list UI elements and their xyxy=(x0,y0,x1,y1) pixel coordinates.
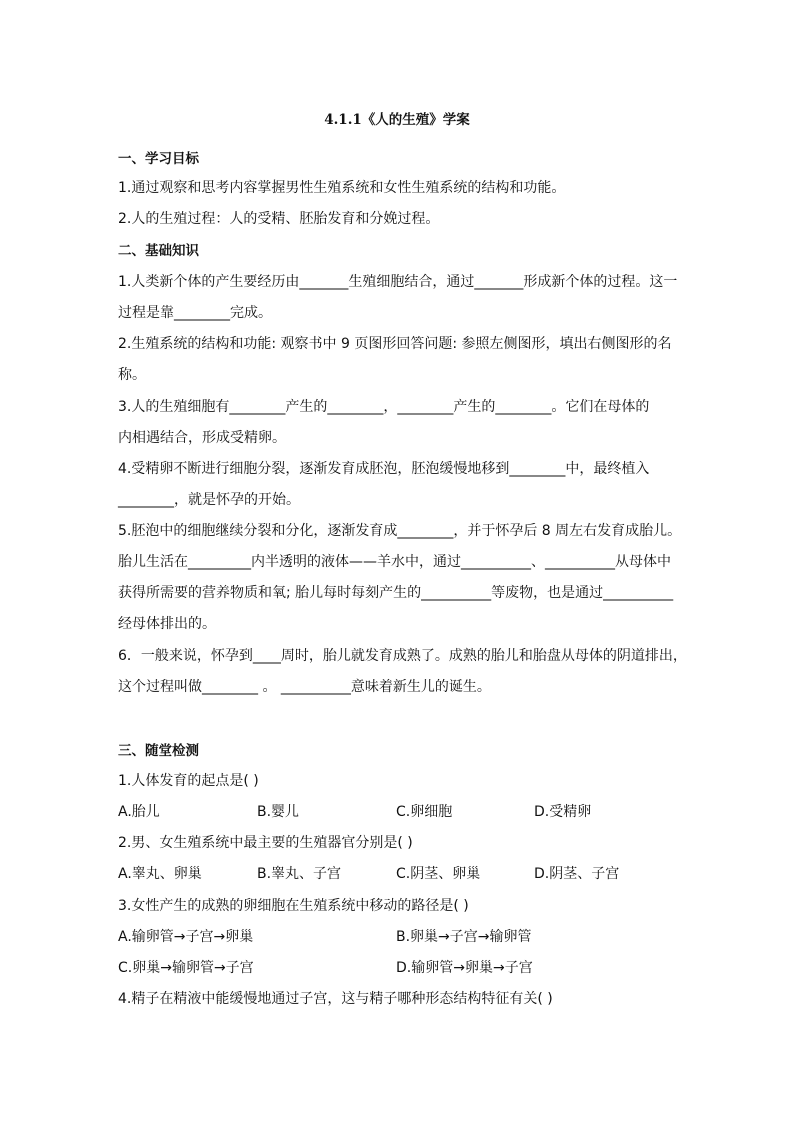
question-3-option-a[interactable]: A.输卵管→子宫→卵巢 xyxy=(118,929,254,945)
knowledge-line-7: 4.受精卵不断进行细胞分裂，逐渐发育成胚泡，胚泡缓慢地移到________中，最终植入 xyxy=(118,461,650,477)
question-1-option-c[interactable]: C.卵细胞 xyxy=(396,804,453,820)
question-2-option-a[interactable]: A.睾丸、卵巢 xyxy=(118,866,202,882)
knowledge-line-12: 经母体排出的。 xyxy=(118,616,216,632)
question-2-stem: 2.男、女生殖系统中最主要的生殖器官分别是( ) xyxy=(118,835,413,851)
knowledge-line-1: 1.人类新个体的产生要经历由_______生殖细胞结合，通过_______形成新个体的过程。这一 xyxy=(118,274,678,290)
question-1-option-b[interactable]: B.婴儿 xyxy=(257,804,300,820)
question-4-stem: 4.精子在精液中能缓慢地通过子宫，这与精子哪种形态结构特征有关( ) xyxy=(118,991,553,1007)
knowledge-line-2: 过程是靠________完成。 xyxy=(118,305,272,321)
question-3-option-b[interactable]: B.卵巢→子宫→输卵管 xyxy=(396,929,532,945)
knowledge-line-6: 内相遇结合，形成受精卵。 xyxy=(118,430,286,446)
question-1-stem: 1.人体发育的起点是( ) xyxy=(118,773,259,789)
knowledge-line-9: 5.胚泡中的细胞继续分裂和分化，逐渐发育成________，并于怀孕后 8 周左右发育成胎儿。 xyxy=(118,523,682,539)
knowledge-line-4: 称。 xyxy=(118,367,146,383)
question-2-option-d[interactable]: D.阴茎、子宫 xyxy=(534,866,620,882)
knowledge-line-8: ________，就是怀孕的开始。 xyxy=(118,492,300,508)
section-heading-class-check: 三、随堂检测 xyxy=(118,743,199,759)
question-3-option-c[interactable]: C.卵巢→输卵管→子宫 xyxy=(118,960,254,976)
question-3-option-d[interactable]: D.输卵管→卵巢→子宫 xyxy=(396,960,533,976)
document-title: 4.1.1《人的生殖》学案 xyxy=(324,112,470,128)
knowledge-line-3: 2.生殖系统的结构和功能: 观察书中 9 页图形回答问题: 参照左侧图形，填出右侧图形的名 xyxy=(118,336,672,352)
question-1-option-d[interactable]: D.受精卵 xyxy=(534,804,592,820)
goal-item-1: 1.通过观察和思考内容掌握男性生殖系统和女性生殖系统的结构和功能。 xyxy=(118,180,566,196)
knowledge-line-5: 3.人的生殖细胞有________产生的________，________产生的________。它们在母体的 xyxy=(118,399,650,415)
question-1-option-a[interactable]: A.胎儿 xyxy=(118,804,160,820)
knowledge-line-13: 6．一般来说，怀孕到____周时，胎儿就发育成熟了。成熟的胎儿和胎盘从母体的阴道排出， xyxy=(118,648,687,664)
knowledge-line-10: 胎儿生活在_________内半透明的液体——羊水中，通过__________、__________从母体中 xyxy=(118,554,671,570)
knowledge-line-11: 获得所需要的营养物质和氧; 胎儿每时每刻产生的__________等废物，也是通过__________ xyxy=(118,585,674,601)
section-heading-learning-goals: 一、学习目标 xyxy=(118,151,199,167)
question-3-stem: 3.女性产生的成熟的卵细胞在生殖系统中移动的路径是( ) xyxy=(118,898,469,914)
question-2-option-c[interactable]: C.阴茎、卵巢 xyxy=(396,866,481,882)
goal-item-2: 2.人的生殖过程：人的受精、胚胎发育和分娩过程。 xyxy=(118,211,440,227)
section-heading-basic-knowledge: 二、基础知识 xyxy=(118,243,199,259)
knowledge-line-14: 这个过程叫做________ 。 __________意味着新生儿的诞生。 xyxy=(118,679,491,695)
question-2-option-b[interactable]: B.睾丸、子宫 xyxy=(257,866,342,882)
